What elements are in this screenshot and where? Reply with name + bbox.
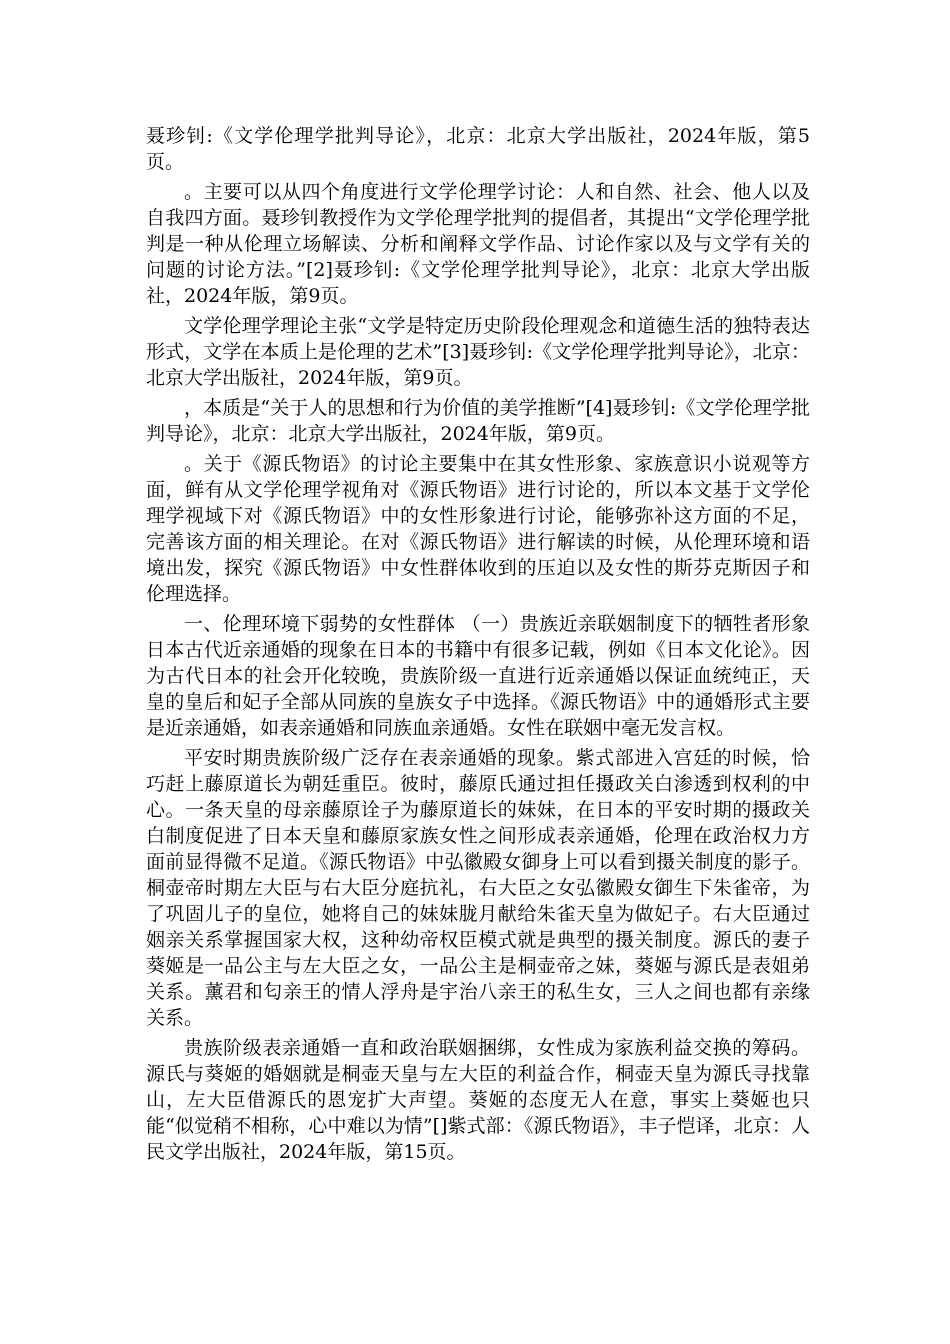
paragraph-heian-marriage: 平安时期贵族阶级广泛存在表亲通婚的现象。紫式部进入宫廷的时候，恰巧赶上藤原道长为朝廷重臣。彼时，藤原氏通过担任摄政关白渗透到权利的中心。一条天皇的母亲藤原诠子为藤原道长的妹妹，在日本的平安时期的摄政关白制度促进了日本天皇和藤原家族女性之间形成表亲通婚，伦理在政治权力方面前显得微不足道。《源氏物语》中弘徽殿女御身上可以看到摄关制度的影子。桐壶帝时期左大臣与右大臣分庭抗礼，右大臣之女弘徽殿女御生下朱雀帝，为了巩固儿子的皇位，她将自己的妹妹胧月献给朱雀天皇为做妃子。右大臣通过姻亲关系掌握国家大权，这种幼帝权臣模式就是典型的摄关制度。源氏的妻子葵姬是一品公主与左大臣之女，一品公主是桐壶帝之妹，葵姬与源氏是表姐弟关系。薰君和匂亲王的情人浮舟是宇治八亲王的私生女，三人之间也都有亲缘关系。 xyxy=(146,747,810,1029)
paragraph-research-status: 。关于《源氏物语》的讨论主要集中在其女性形象、家族意识小说观等方面，鲜有从文学伦理学视角对《源氏物语》进行讨论的，所以本文基于文学伦理学视域下对《源氏物语》中的女性形象进行讨论，能够弥补这方面的不足，完善该方面的相关理论。在对《源氏物语》进行解读的时候，从伦理环境和语境出发，探究《源氏物语》中女性群体收到的压迫以及女性的斯芬克斯因子和伦理选择。 xyxy=(146,453,810,605)
paragraph-section-one: 一、伦理环境下弱势的女性群体 （一）贵族近亲联姻制度下的牺牲者形象 日本古代近亲通婚的现象在日本的书籍中有很多记载，例如《日本文化论》。因为古代日本的社会开化较晚，贵族阶级一直进行近亲通婚以保证血统纯正，天皇的皇后和妃子全部从同族的皇族女子中选择。《源氏物语》中的通婚形式主要是近亲通婚，如表亲通婚和同族血亲通婚。女性在联姻中毫无发言权。 xyxy=(146,613,810,739)
paragraph-theory-claim: 文学伦理学理论主张“文学是特定历史阶段伦理观念和道德生活的独特表达形式，文学在本质上是伦理的艺术”[3]聂珍钊:《文学伦理学批判导论》，北京：北京大学出版社，2024年版，第9页。 xyxy=(146,315,810,389)
paragraph-footnote-1: 聂珍钊:《文学伦理学批判导论》，北京：北京大学出版社，2024年版，第5页。 xyxy=(146,125,810,173)
paragraph-discussion-angles: 。主要可以从四个角度进行文学伦理学讨论：人和自然、社会、他人以及自我四方面。聂珍钊教授作为文学伦理学批判的提倡者，其提出“文学伦理学批判是一种从伦理立场解读、分析和阐释文学作品、讨论作家以及与文学有关的问题的讨论方法。”[2]聂珍钊:《文学伦理学批判导论》，北京：北京大学出版社，2024年版，第9页。 xyxy=(146,181,810,307)
paragraph-political-marriage: 贵族阶级表亲通婚一直和政治联姻捆绑，女性成为家族利益交换的筹码。源氏与葵姬的婚姻就是桐壶天皇与左大臣的利益合作，桐壶天皇为源氏寻找靠山，左大臣借源氏的恩宠扩大声望。葵姬的态度无人在意，事实上葵姬也只能“似觉稍不相称，心中难以为情”[]紫式部：《源氏物语》，丰子恺译，北京：人民文学出版社，2024年版，第15页。 xyxy=(146,1037,810,1163)
document-page xyxy=(146,123,810,1169)
paragraph-essence: ，本质是“关于人的思想和行为价值的美学推断”[4]聂珍钊:《文学伦理学批判导论》，北京：北京大学出版社，2024年版，第9页。 xyxy=(146,397,810,445)
